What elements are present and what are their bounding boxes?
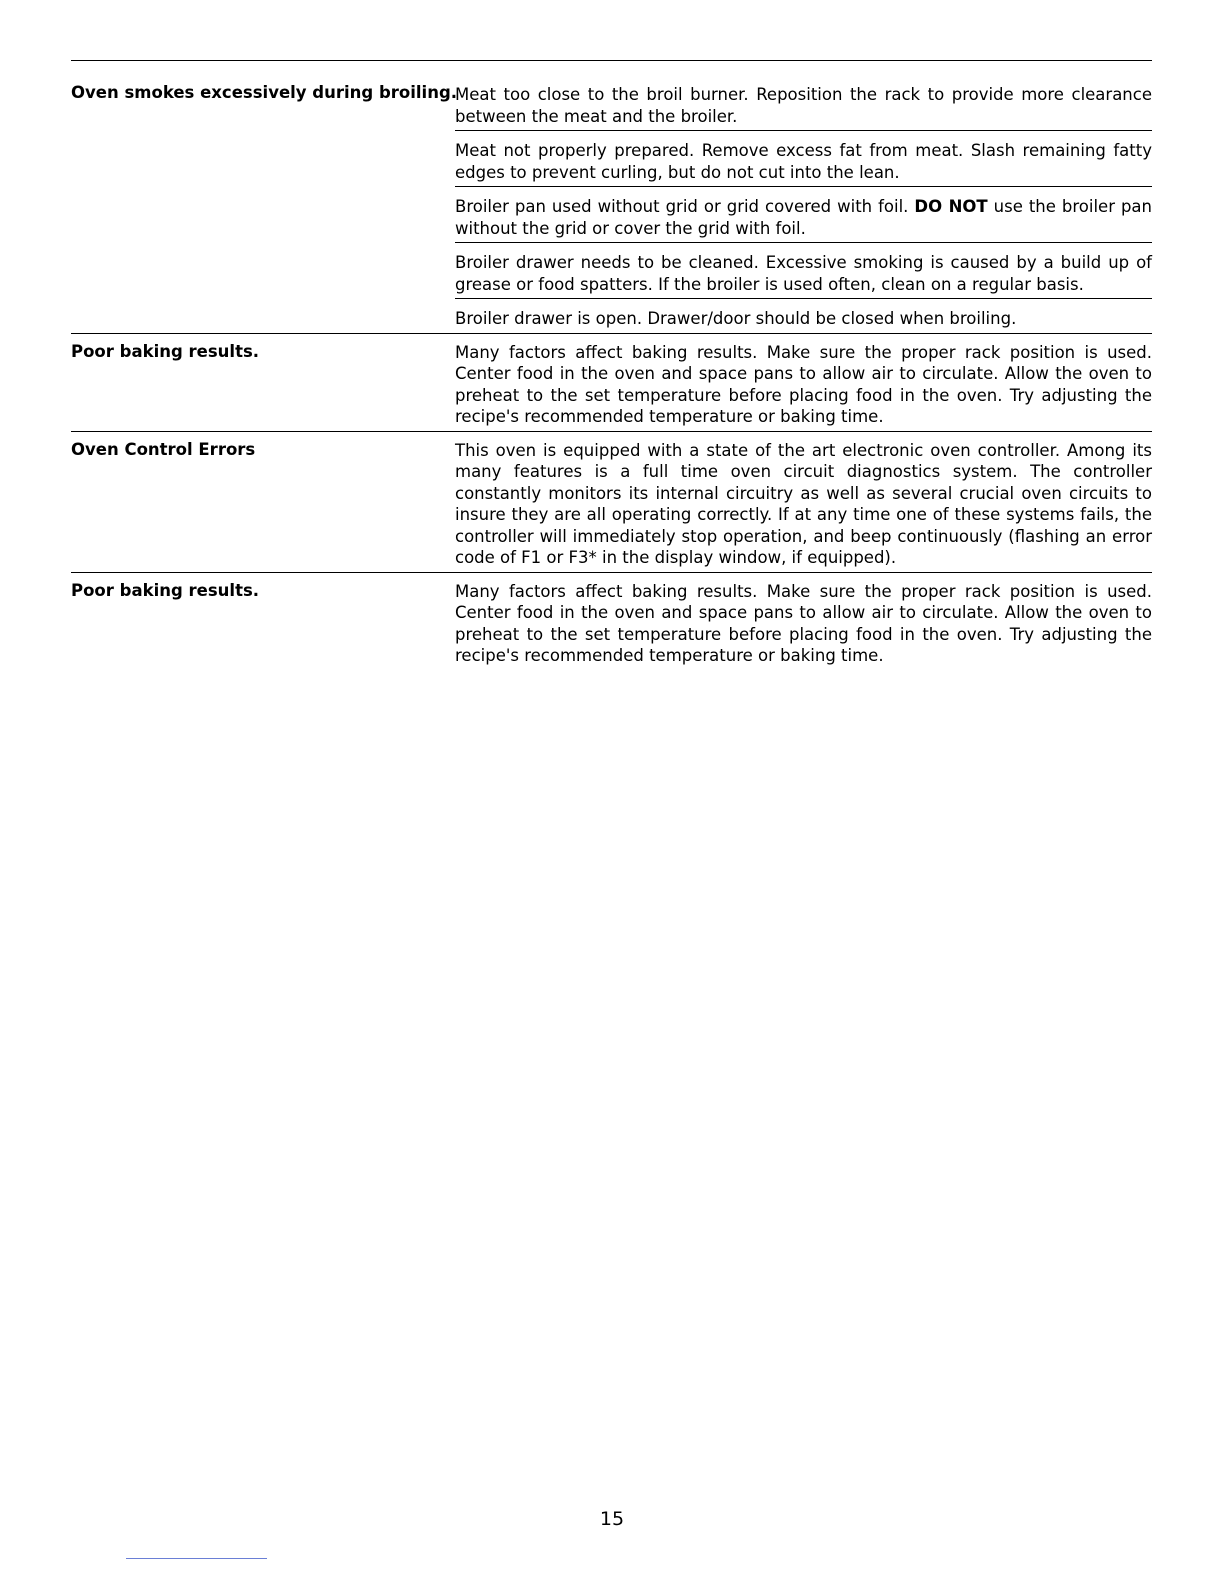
cause-text-post: use the broiler pan without the grid or cover the grid with foil. [455,197,1152,238]
table-row [71,61,1152,334]
problem-label: Oven smokes excessively during broiling. [71,83,458,102]
cause-text: This oven is equipped with a state of the art electronic oven controller. Among its many features is a full time oven circuit diagnostics system. The controller constantly monitors its internal circuitry as well as several crucial oven circuits to insure they are all operating correctly. If at any time one of these systems fails, the controller will immediately stop operation, and beep continuously (flashing an error code of F1 or F3* in the display window, if equipped). [455,440,1152,567]
cause-text: Meat not properly prepared. Remove excess fat from meat. Slash remaining fatty edges to prevent curling, but do not cut into the lean. [455,131,1152,187]
causes-cell [455,432,1152,572]
cause-text: Meat too close to the broil burner. Reposition the rack to provide more clearance between the meat and the broiler. [455,61,1152,131]
cause-text-bold: DO NOT [914,197,988,216]
footer-link-underline [126,1558,267,1559]
table-row [71,432,1152,573]
cause-text [455,187,1152,243]
troubleshooting-table [71,60,1152,670]
cause-text: Broiler drawer is open. Drawer/door should be closed when broiling. [455,309,1017,328]
cause-text: Many factors affect baking results. Make sure the proper rack position is used. Center food in the oven and space pans to allow air to circulate. Allow the oven to preheat to the set temperature before placing food in the oven. Try adjusting the recipe's recommended temperature or baking time. [455,342,1152,426]
causes-cell [455,573,1152,670]
causes-cell [455,334,1152,431]
cause-text: Broiler drawer needs to be cleaned. Excessive smoking is caused by a build up of grease or food spatters. If the broiler is used often, clean on a regular basis. [455,243,1152,299]
table-row [71,573,1152,670]
cause-text-pre: Broiler pan used without grid or grid covered with foil. [455,197,915,216]
table-row [71,334,1152,432]
problem-label: Poor baking results. [71,580,260,600]
cause-text: Many factors affect baking results. Make sure the proper rack position is used. Center food in the oven and space pans to allow air to circulate. Allow the oven to preheat to the set temperature before placing food in the oven. Try adjusting the recipe's recommended temperature or baking time. [455,581,1152,665]
problem-label: Poor baking results. [71,341,260,361]
problem-label: Oven Control Errors [71,439,256,459]
causes-cell [455,61,1152,333]
page-number: 15 [599,1508,625,1530]
